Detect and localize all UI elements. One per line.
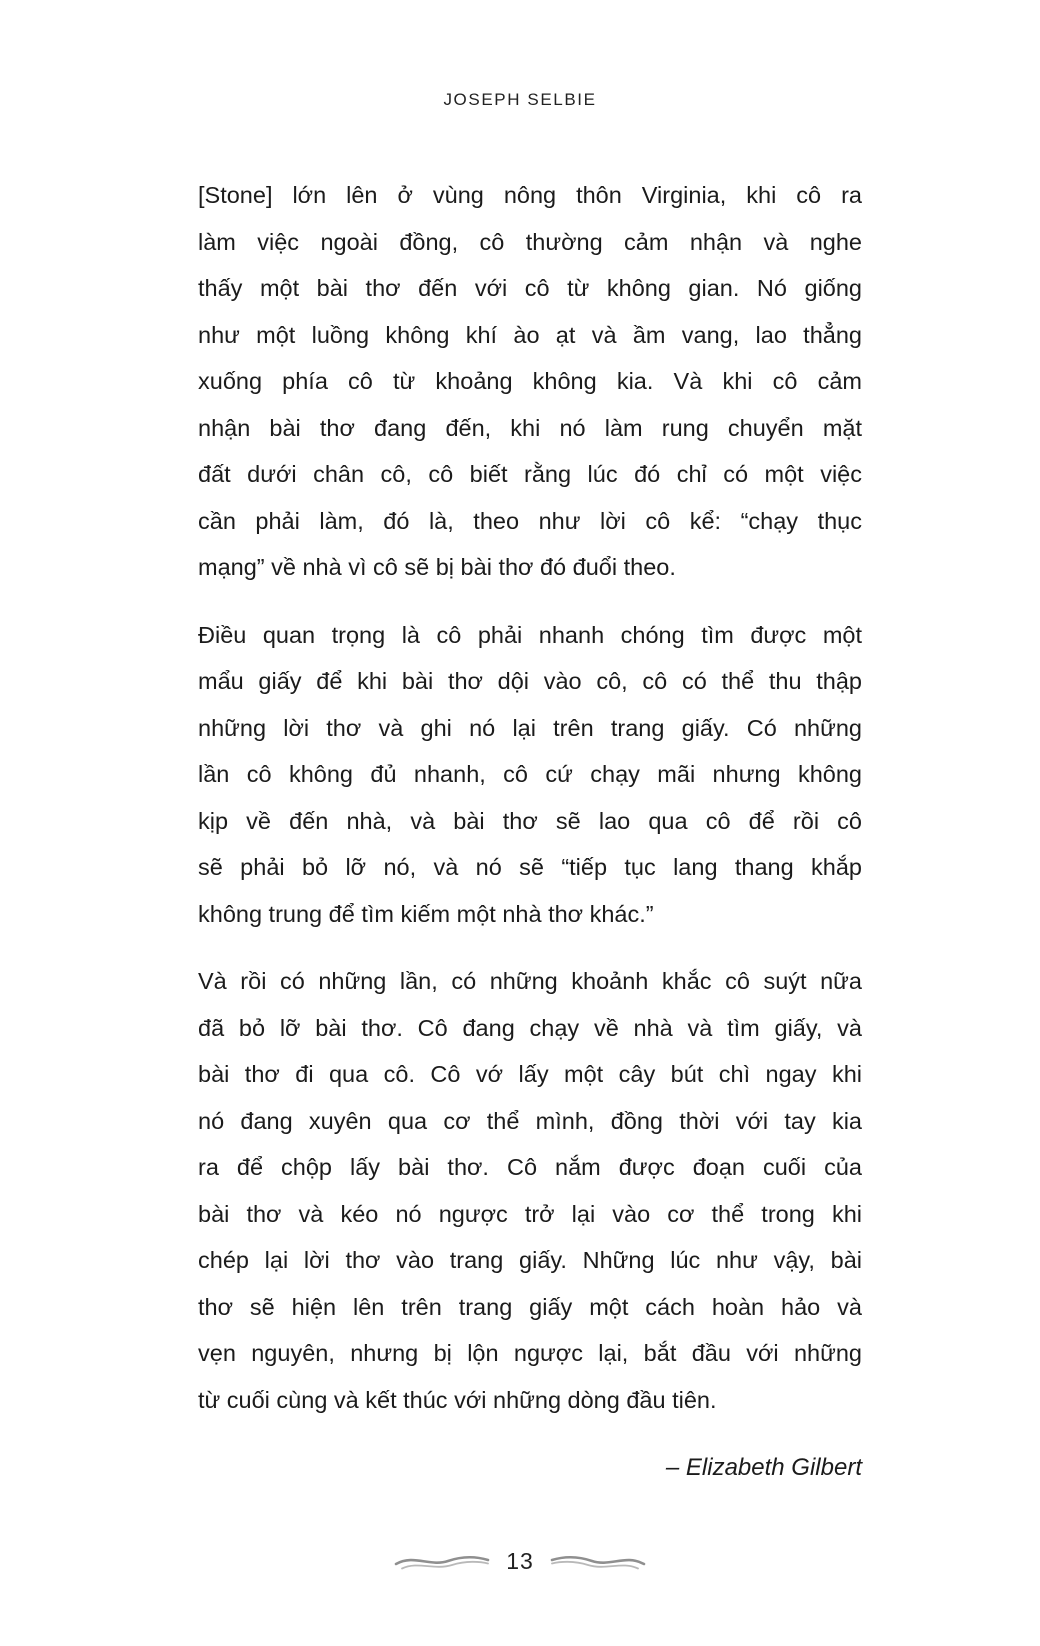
text-line: [Stone] lớn lên ở vùng nông thôn Virginia, khi cô ra <box>198 182 862 208</box>
paragraph <box>198 172 862 591</box>
text-line: những lời thơ và ghi nó lại trên trang giấy. Có những <box>198 714 862 741</box>
page-number: 13 <box>506 1548 534 1574</box>
text-line: thấy một bài thơ đến với cô từ không gian. Nó giống <box>198 275 862 301</box>
paragraph <box>198 612 862 938</box>
text-line: không trung để tìm kiếm một nhà thơ khác.” <box>198 900 654 927</box>
text-line: như một luồng không khí ào ạt và ầm vang, lao thẳng <box>198 321 862 348</box>
page-text-block <box>198 172 862 1492</box>
flourish-right-icon <box>550 1550 646 1574</box>
text-line: bài thơ và kéo nó ngược trở lại vào cơ thể trong khi <box>198 1200 862 1227</box>
text-line: Điều quan trọng là cô phải nhanh chóng tìm được một <box>198 621 862 648</box>
text-line: bài thơ đi qua cô. Cô vớ lấy một cây bút chì ngay khi <box>198 1061 862 1087</box>
text-line: nhận bài thơ đang đến, khi nó làm rung chuyển mặt <box>198 414 862 441</box>
text-line: cần phải làm, đó là, theo như lời cô kể: “chạy thục <box>198 507 862 534</box>
text-line: kịp về đến nhà, và bài thơ sẽ lao qua cô để rồi cô <box>198 807 862 834</box>
text-line: đất dưới chân cô, cô biết rằng lúc đó chỉ có một việc <box>198 461 862 487</box>
page-footer <box>0 1548 1040 1575</box>
text-line: vẹn nguyên, nhưng bị lộn ngược lại, bắt đầu với những <box>198 1340 862 1366</box>
text-line: mẩu giấy để khi bài thơ dội vào cô, cô có thể thu thập <box>198 668 862 694</box>
text-line: Và rồi có những lần, có những khoảnh khắc cô suýt nữa <box>198 968 862 994</box>
text-line: chép lại lời thơ vào trang giấy. Những lúc như vậy, bài <box>198 1247 862 1273</box>
text-line: đã bỏ lỡ bài thơ. Cô đang chạy về nhà và tìm giấy, và <box>198 1014 862 1041</box>
text-line: xuống phía cô từ khoảng không kia. Và khi cô cảm <box>198 368 862 394</box>
quote-attribution: – Elizabeth Gilbert <box>665 1454 862 1481</box>
paragraph <box>198 958 862 1423</box>
text-line: lần cô không đủ nhanh, cô cứ chạy mãi nhưng không <box>198 761 862 787</box>
text-line: sẽ phải bỏ lỡ nó, và nó sẽ “tiếp tục lang thang khắp <box>198 854 862 880</box>
text-line: mạng” về nhà vì cô sẽ bị bài thơ đó đuổi theo. <box>198 554 676 580</box>
text-line: từ cuối cùng và kết thúc với những dòng đầu tiên. <box>198 1386 717 1413</box>
text-line: ra để chộp lấy bài thơ. Cô nắm được đoạn cuối của <box>198 1154 862 1180</box>
text-line: nó đang xuyên qua cơ thể mình, đồng thời với tay kia <box>198 1107 862 1134</box>
running-head-author: JOSEPH SELBIE <box>443 90 597 109</box>
text-line: thơ sẽ hiện lên trên trang giấy một cách hoàn hảo và <box>198 1293 862 1320</box>
text-line: làm việc ngoài đồng, cô thường cảm nhận và nghe <box>198 228 862 255</box>
flourish-left-icon <box>394 1550 490 1574</box>
